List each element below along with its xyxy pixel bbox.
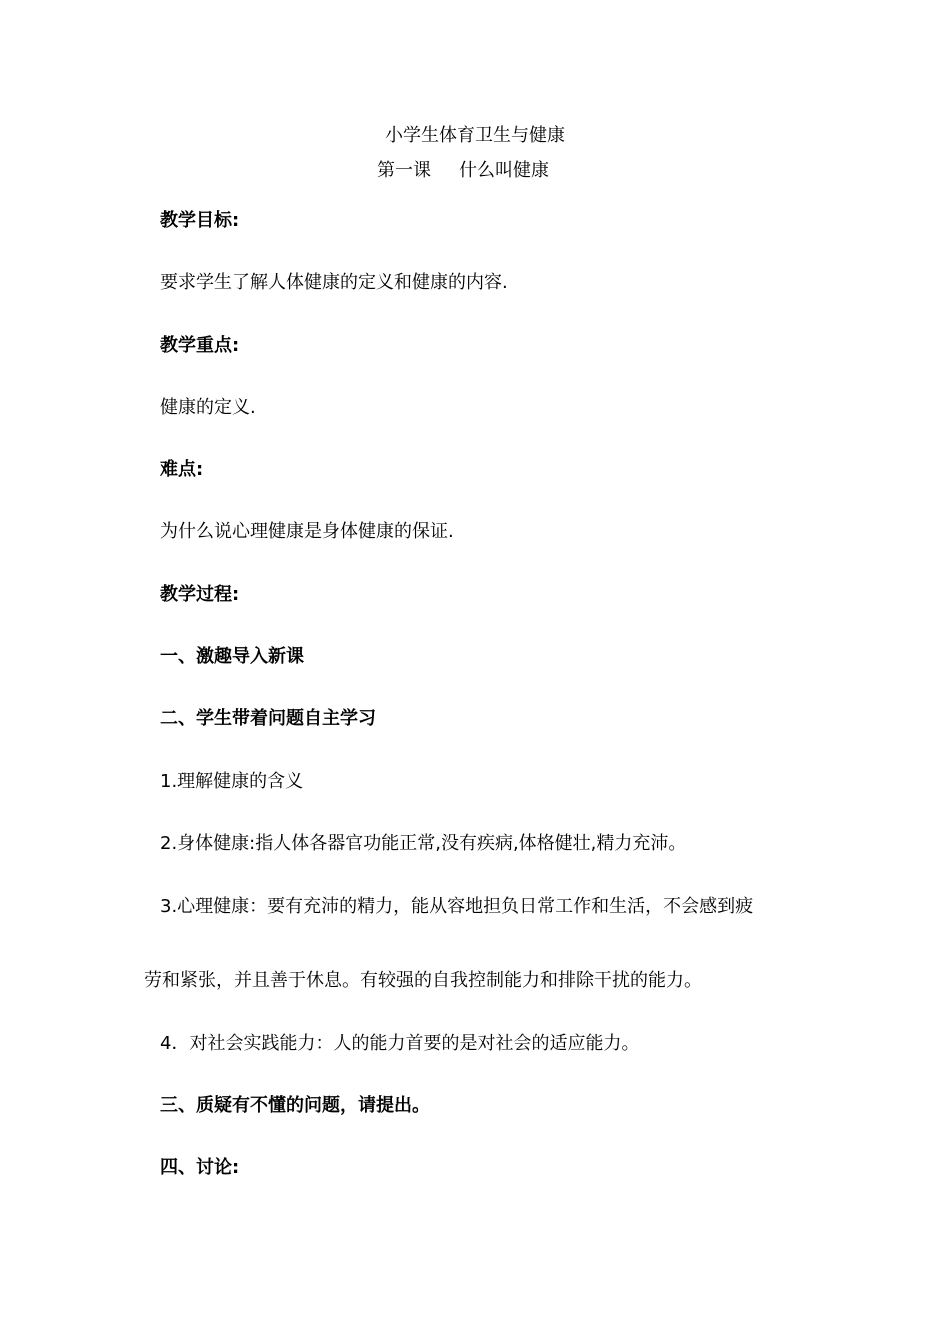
process-step-1: 一、激趣导入新课 bbox=[160, 646, 304, 667]
lesson-number: 第一课 bbox=[377, 160, 431, 181]
document-title: 小学生体育卫生与健康 bbox=[385, 125, 565, 146]
section-heading-process: 教学过程: bbox=[160, 584, 240, 605]
process-step-3: 三、质疑有不懂的问题，请提出。 bbox=[160, 1095, 430, 1116]
process-step-4: 四、讨论: bbox=[160, 1157, 240, 1178]
difficulty-text: 为什么说心理健康是身体健康的保证. bbox=[160, 521, 454, 542]
section-heading-key-points: 教学重点: bbox=[160, 335, 240, 356]
section-heading-objectives: 教学目标: bbox=[160, 210, 240, 231]
list-item-1: 1.理解健康的含义 bbox=[160, 771, 304, 792]
list-item-2: 2.身体健康:指人体各器官功能正常,没有疾病,体格健壮,精力充沛。 bbox=[160, 833, 687, 854]
key-points-text: 健康的定义. bbox=[160, 397, 256, 418]
list-item-4: 4．对社会实践能力：人的能力首要的是对社会的适应能力。 bbox=[160, 1033, 640, 1054]
list-item-3-continuation: 劳和紧张，并且善于休息。有较强的自我控制能力和排除干扰的能力。 bbox=[144, 970, 702, 991]
lesson-title: 什么叫健康 bbox=[459, 160, 549, 181]
process-step-2: 二、学生带着问题自主学习 bbox=[160, 708, 376, 729]
lesson-heading bbox=[0, 159, 938, 183]
objectives-text: 要求学生了解人体健康的定义和健康的内容. bbox=[160, 272, 508, 293]
section-heading-difficulty: 难点: bbox=[160, 459, 204, 480]
list-item-3: 3.心理健康：要有充沛的精力，能从容地担负日常工作和生活，不会感到疲 bbox=[160, 896, 754, 917]
